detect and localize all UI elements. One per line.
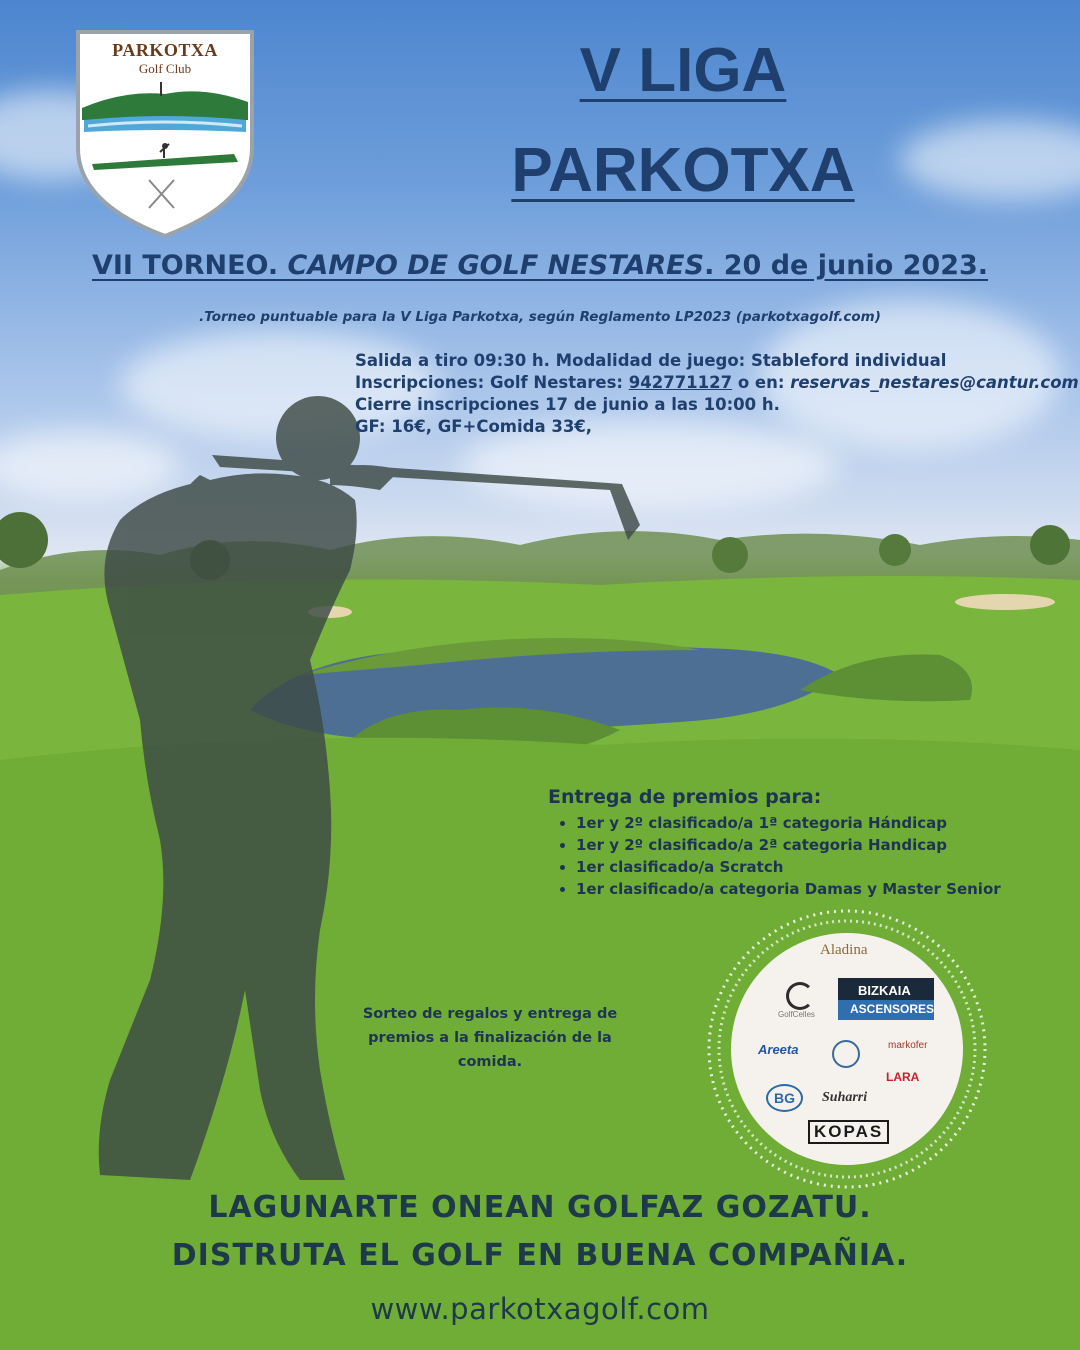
info-deadline: Cierre inscripciones 17 de junio a las 10:00 h. [355,395,780,414]
sponsor-lara: LARA [886,1070,920,1084]
sponsor-suharri: Suharri [822,1090,868,1105]
slogan-basque: LAGUNARTE ONEAN GOLFAZ GOZATU. [208,1190,872,1225]
tournament-note: .Torneo puntuable para la V Liga Parkotxa, según Reglamento LP2023 (parkotxagolf.com) [199,309,881,325]
prize-item: • 1er clasificado/a Scratch [576,856,1068,878]
logo-subtitle: Golf Club [138,61,192,76]
info-prices: GF: 16€, GF+Comida 33€, [355,417,593,436]
prize-item: • 1er y 2º clasificado/a 1ª categoria Hándicap [576,812,1068,834]
main-title-line2: PARKOTXA [511,136,855,205]
prizes-heading: Entrega de premios para: [548,786,822,808]
sponsor-aladina: Aladina [820,942,868,958]
logo-name: PARKOTXA [112,40,218,60]
event-info [355,350,1079,438]
slogan-spanish: DISTRUTA EL GOLF EN BUENA COMPAÑIA. [171,1238,909,1273]
golfcelles-icon [786,982,814,1010]
sponsor-areeta: Areeta [758,1042,799,1057]
sponsors-circle [706,908,988,1190]
prizes-list [548,812,1068,900]
main-title-line1: V LIGA [579,36,787,105]
sponsor-kopas: KOPAS [808,1120,889,1144]
tournament-heading: VII TORNEO. CAMPO DE GOLF NESTARES. 20 de junio 2023. [91,250,989,281]
sponsor-golfcelles: GolfCelles [778,1010,815,1019]
sponsor-bizkaia-ascensores: BIZKAIA ASCENSORES [838,978,934,1020]
prize-item: • 1er clasificado/a categoria Damas y Master Senior [576,878,1068,900]
prize-item: • 1er y 2º clasificado/a 2ª categoria Handicap [576,834,1068,856]
info-start-format: Salida a tiro 09:30 h. Modalidad de juego: Stableford individual [355,351,947,370]
info-registration: Inscripciones: Golf Nestares: 942771127 o en: reservas_nestares@cantur.com [355,373,1079,392]
tournament-venue: CAMPO DE GOLF NESTARES [287,250,705,281]
email-link[interactable]: reservas_nestares@cantur.com [790,373,1079,392]
phone-link[interactable]: 942771127 [628,373,733,392]
website-link[interactable]: www.parkotxagolf.com [370,1292,710,1326]
prizes-section [548,786,1068,900]
sponsor-mid-icon [832,1040,860,1068]
sponsor-markofer: markofer [888,1040,928,1051]
sponsor-bg: BG [766,1084,803,1112]
raffle-note: Sorteo de regalos y entrega de premios a la finalización de la comida. [362,1006,618,1070]
